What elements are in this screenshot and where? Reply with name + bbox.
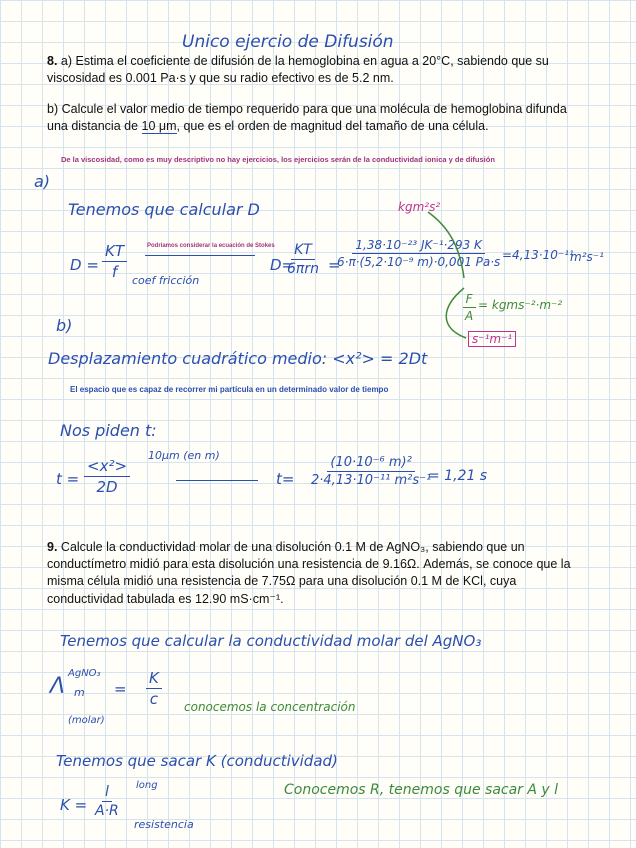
problem-9-number: 9. [47,540,58,554]
d-equals-2: D= [270,256,295,274]
conocemos-r: Conocemos R, tenemos que sacar A y l [284,782,559,798]
note-space: El espacio que es capaz de recorrer mi partícula en un determinado valor de tiempo [70,385,389,394]
molar-lambda [50,674,65,699]
d-equals: D = [70,256,99,274]
stokes-note: Podriamos considerar la ecuación de Stokes [147,243,275,249]
c-denominator: c [149,690,159,708]
units-box: s⁻¹m⁻¹ [468,331,516,347]
note-viscosity: De la viscosidad, como es muy descriptivo no hay ejercicios, los ejercicios serán de la conductividad ionica y de difusión [61,155,495,164]
time-fraction [308,455,434,488]
conocemos-concentracion: conocemos la concentración [184,700,356,714]
ten-um-note: 10μm (en m) [148,449,220,462]
fa-units: = kgms⁻²·m⁻² [478,298,563,312]
page-title: Unico ejercio de Difusión [182,32,394,52]
6pirn-denominator: 6πrn [287,261,319,277]
f-denominator: f [111,263,118,281]
lambda-subscript: m [74,686,85,699]
time-numerator: (10·10⁻⁶ m)² [327,455,414,472]
kt-over-6pirn [284,242,322,277]
numeric-numerator: 1,38·10⁻²³ JK⁻¹·293 K [352,238,485,254]
tenemos-conductividad: Tenemos que calcular la conductividad molar del AgNO₃ [60,632,482,650]
problem-9-line4: conductividad tabulada es 12.90 mS·cm⁻¹. [47,592,284,606]
problem-9-line3: misma célula midió una resistencia de 7.75Ω para una disolución 0.1 M de KCl, cuya [47,574,517,588]
nos-piden: Nos piden t: [60,421,157,440]
numeric-denominator: 6·π·(5,2·10⁻⁹ m)·0,001 Pa·s [337,255,501,269]
x2-over-2d [84,457,130,496]
lambda-symbol: Λ [50,674,66,699]
eq2-arrow-line [176,480,258,481]
problem-8-part-b-post: , que es el orden de magnitud del tamaño de una célula. [176,119,489,133]
molar-note: (molar) [68,715,105,726]
time-denominator: 2·4,13·10⁻¹¹ m²s⁻¹ [311,473,432,488]
ar-denominator: A·R [95,803,119,819]
t-equals-2: t= [276,470,295,488]
units-arrow [420,208,480,348]
highlight-distance: 10 μm [141,119,177,133]
k-numerator: K [146,669,162,689]
eq3-equals: = [114,680,127,698]
problem-8-part-b-pre: una distancia de [47,119,142,133]
friction-coef: coef fricción [132,274,200,287]
kt-numerator: KT [102,242,127,262]
diffusion-result: =4,13·10⁻¹¹ [502,248,574,262]
problem-8-part-b-line2 [47,119,489,133]
a-denominator: A [465,309,474,323]
k-equals: K = [60,796,88,814]
problem-9-line2: conductímetro midió para esta disolución una resistencia de 9.16Ω. Además, se conoce que la [47,557,571,571]
problem-8-part-b: b) Calcule el valor medio de tiempo requerido para que una molécula de hemoglobina difunda [47,102,567,116]
result-units: m²s⁻¹ [570,250,604,264]
k-over-c [146,669,162,708]
kt-over-f [102,242,127,281]
time-result: = 1,21 s [428,468,488,484]
long-note: long [136,780,158,791]
stokes-arrow-line [145,255,255,256]
problem-8-number: 8. [47,54,58,68]
2d-denominator: 2D [96,478,118,496]
problem-8-part-a: a) Estima el coeficiente de difusión de la hemoglobina en agua a 20°C, sabiendo que su [60,54,549,68]
equals-sign: = [328,256,341,274]
units-kgm: kgm²s² [398,200,441,214]
part-a-label: a) [34,172,51,191]
kt-numerator-2: KT [291,242,315,260]
x2-numerator: <x²> [84,457,130,477]
problem-8-part-a-line2: viscosidad es 0.001 Pa·s y que su radio efectivo es de 5.2 nm. [47,71,394,85]
resistencia-note: resistencia [134,818,194,831]
l-numerator: l [102,784,112,802]
lambda-superscript: AgNO₃ [68,668,101,679]
problem-9 [47,540,525,554]
problem-9-line1: Calcule la conductividad molar de una disolución 0.1 M de AgNO₃, sabiendo que un [60,540,525,554]
tenemos-calcular-d: Tenemos que calcular D [68,200,260,219]
l-over-ar [92,784,122,819]
desplazamiento: Desplazamiento cuadrático medio: <x²> = 2Dt [48,349,428,368]
problem-8 [47,54,549,68]
f-numerator: F [463,292,476,308]
tenemos-sacar-k: Tenemos que sacar K (conductividad) [56,752,338,770]
part-b-label: b) [56,316,73,335]
t-equals: t = [56,470,80,488]
